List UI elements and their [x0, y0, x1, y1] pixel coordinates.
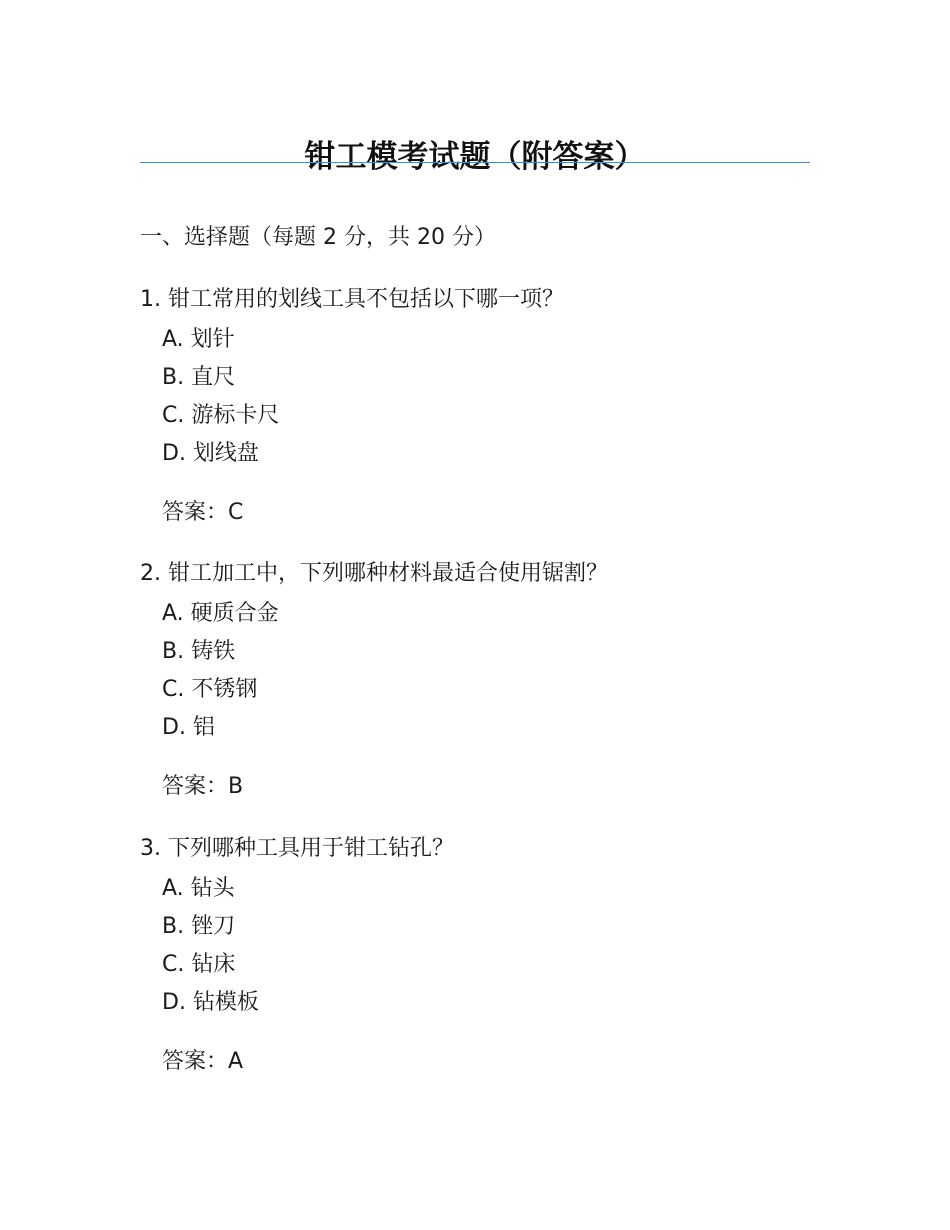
- option-d: D. 钻模板: [162, 990, 259, 1015]
- question-1: [140, 283, 810, 530]
- section-heading: 一、选择题（每题 2 分，共 20 分）: [140, 225, 496, 250]
- option-a: A. 划针: [162, 327, 235, 352]
- question-stem: 1. 钳工常用的划线工具不包括以下哪一项？: [140, 287, 564, 312]
- question-stem: 2. 钳工加工中，下列哪种材料最适合使用锯割？: [140, 561, 608, 586]
- question-stem: 3. 下列哪种工具用于钳工钻孔？: [140, 836, 454, 861]
- option-list: [140, 321, 810, 473]
- option-d: D. 铝: [162, 715, 215, 740]
- title-divider: [140, 162, 810, 163]
- option-b: B. 锉刀: [162, 914, 236, 939]
- answer-line: 答案：B: [162, 774, 244, 799]
- option-c: C. 游标卡尺: [162, 403, 280, 428]
- option-b: B. 铸铁: [162, 639, 236, 664]
- answer-line: 答案：C: [162, 500, 244, 525]
- page-title: 钳工模考试题（附答案）: [304, 138, 646, 175]
- option-list: [140, 595, 810, 747]
- option-a: A. 钻头: [162, 876, 235, 901]
- answer-line: 答案：A: [162, 1049, 244, 1074]
- option-b: B. 直尺: [162, 365, 236, 390]
- option-c: C. 不锈钢: [162, 677, 258, 702]
- question-2: [140, 557, 810, 804]
- option-d: D. 划线盘: [162, 441, 259, 466]
- option-list: [140, 870, 810, 1022]
- question-3: [140, 832, 810, 1079]
- option-c: C. 钻床: [162, 952, 236, 977]
- option-a: A. 硬质合金: [162, 601, 279, 626]
